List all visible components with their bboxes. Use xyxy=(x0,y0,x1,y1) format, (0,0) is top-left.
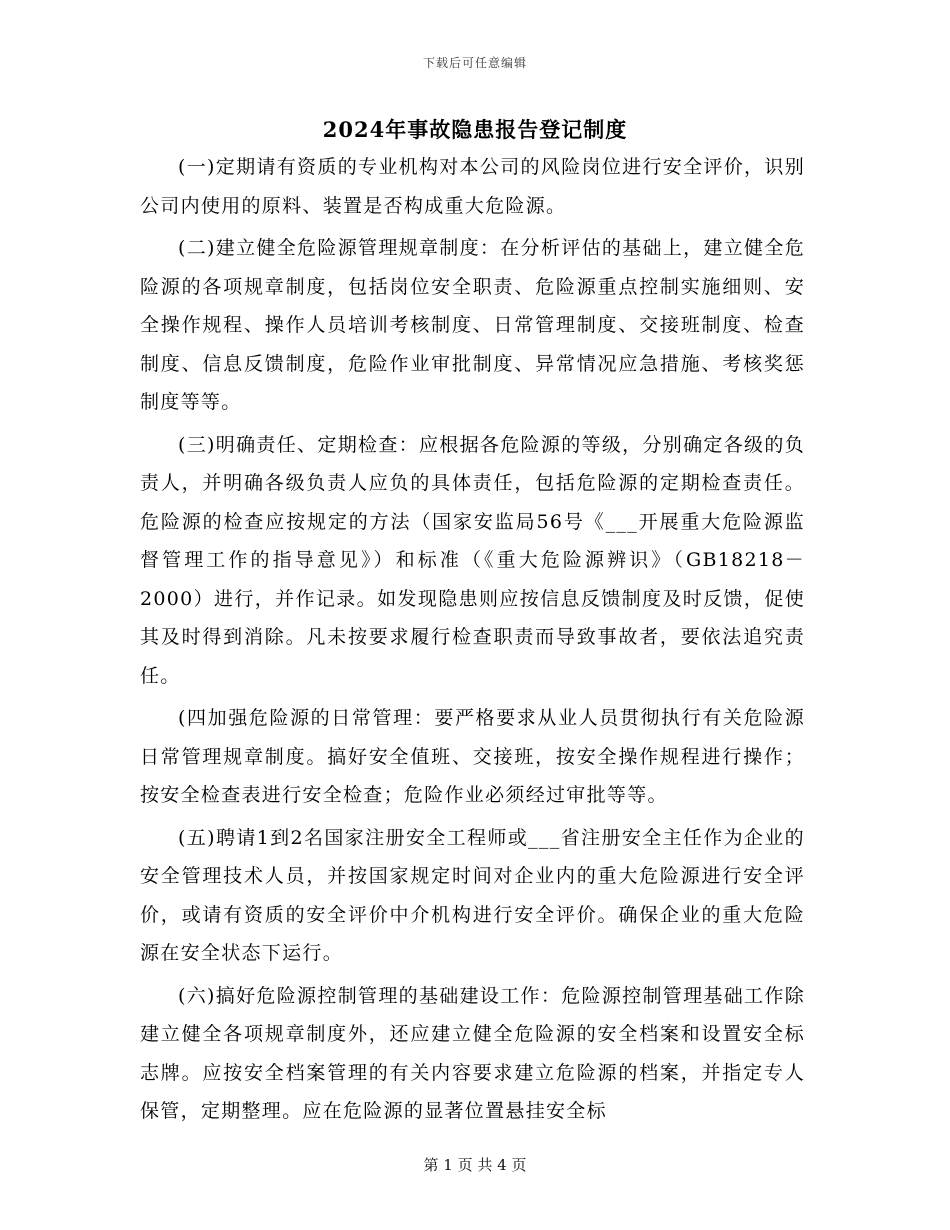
paragraph-1: (一)定期请有资质的专业机构对本公司的风险岗位进行安全评价，识别公司内使用的原料、装置是否构成重大危险源。 xyxy=(140,156,805,217)
page-number-footer: 第 1 页 共 4 页 xyxy=(423,1156,527,1174)
document-body xyxy=(140,148,805,1131)
header-note: 下载后可任意编辑 xyxy=(422,56,527,70)
paragraph-3: (三)明确责任、定期检查：应根据各危险源的等级，分别确定各级的负责人，并明确各级负责人应负的具体责任，包括危险源的定期检查责任。危险源的检查应按规定的方法（国家安监局56号《___开展重大危险源监督管理工作的指导意见》）和标准（《重大危险源辨识》（GB18218－2000）进行，并作记录。如发现隐患则应按信息反馈制度及时反馈，促使其及时得到消除。凡未按要求履行检查职责而导致事故者，要依法追究责任。 xyxy=(140,433,805,687)
document-title: 2024年事故隐患报告登记制度 xyxy=(322,117,628,142)
paragraph-5: (五)聘请1到2名国家注册安全工程师或___省注册安全主任作为企业的安全管理技术人员，并按国家规定时间对企业内的重大危险源进行安全评价，或请有资质的安全评价中介机构进行安全评价。确保企业的重大危险源在安全状态下运行。 xyxy=(140,826,805,964)
paragraph-2: (二)建立健全危险源管理规章制度：在分析评估的基础上，建立健全危险源的各项规章制度，包括岗位安全职责、危险源重点控制实施细则、安全操作规程、操作人员培训考核制度、日常管理制度、交接班制度、检查制度、信息反馈制度，危险作业审批制度、异常情况应急措施、考核奖惩制度等等。 xyxy=(140,237,805,413)
paragraph-4: (四加强危险源的日常管理：要严格要求从业人员贯彻执行有关危险源日常管理规章制度。搞好安全值班、交接班，按安全操作规程进行操作；按安全检查表进行安全检查；危险作业必须经过审批等等。 xyxy=(140,707,805,806)
paragraph-6: (六)搞好危险源控制管理的基础建设工作：危险源控制管理基础工作除建立健全各项规章制度外，还应建立健全危险源的安全档案和设置安全标志牌。应按安全档案管理的有关内容要求建立危险源的档案，并指定专人保管，定期整理。应在危险源的显著位置悬挂安全标 xyxy=(140,984,805,1122)
